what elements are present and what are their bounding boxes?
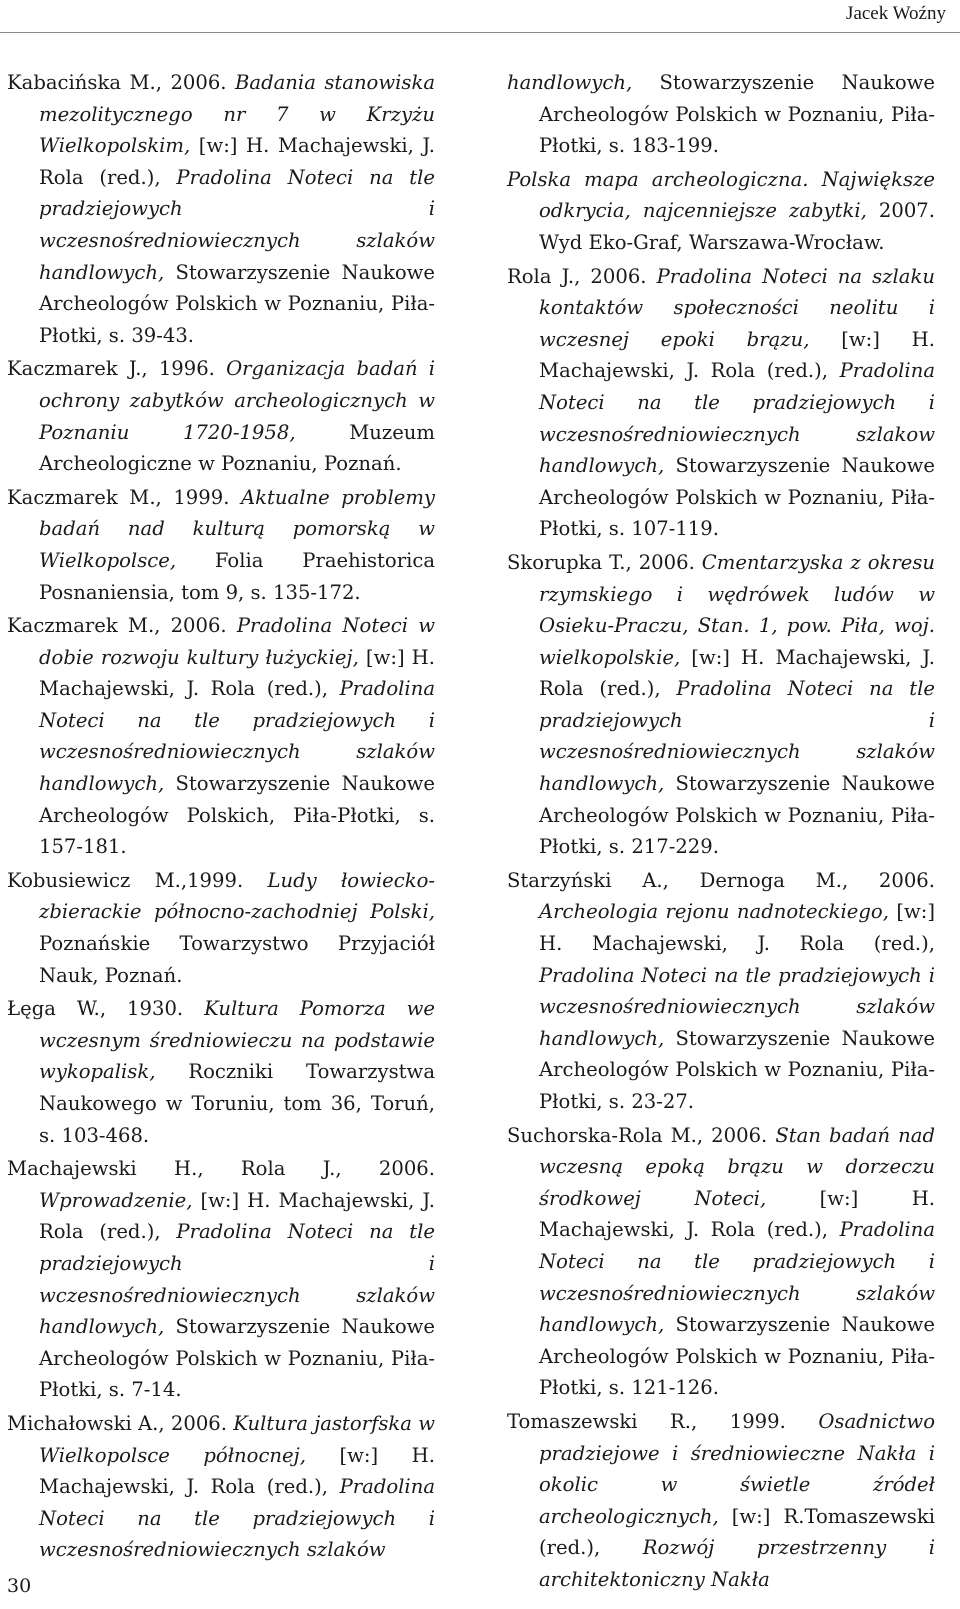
entry-author-year: Machajewski H., Rola J., 2006. — [7, 1157, 435, 1181]
header-rule — [0, 32, 960, 33]
entry-volume-title: Pradolina Noteci na tle pradziejowych i wczesnośredniowiecznych szlaków — [39, 1475, 435, 1562]
entry-title: Osadnictwo pradziejowe i średniowieczne Nakła i okolic w świetle źródeł archeologicznych, — [539, 1409, 935, 1528]
entry-title: Stan badań nad wczesną epoką brązu w dorzeczu środkowej Noteci, — [539, 1123, 936, 1210]
entry-author-year: Starzyński A., Dernoga M., 2006. — [507, 868, 935, 892]
bibliography-entry — [7, 1153, 435, 1406]
entry-author-year: Łęga W., 1930. — [7, 997, 205, 1021]
bibliography-entry — [507, 865, 935, 1118]
entry-publisher: Stowarzyszenie Naukowe Archeologów Polskich w Poznaniu, Piła-Płotki, s. 107-119. — [539, 454, 935, 541]
entry-publication: Stowarzyszenie Naukowe Archeologów Polskich w Poznaniu, Piła-Płotki, s. 183-199. — [539, 71, 935, 158]
entry-volume-title: Pradolina Noteci na tle pradziejowych i wczesnośredniowiecznych szlaków handlowych, — [39, 677, 435, 796]
entry-volume-title: Pradolina Noteci na tle pradziejowych i wczesnośredniowiecznych szlaków handlowych, — [539, 1218, 935, 1337]
bibliography-entry — [7, 610, 435, 863]
entry-author-year: Tomaszewski R., 1999. — [507, 1409, 819, 1433]
entry-author-year: Kaczmarek J., 1996. — [7, 357, 227, 381]
entry-volume-title: Rozwój przestrzenny i architektoniczny Nakła — [539, 1536, 935, 1591]
entry-publication: [w:] H. Machajewski, J. Rola (red.), — [539, 327, 935, 383]
entry-publication: Muzeum Archeologiczne w Poznaniu, Poznań. — [39, 420, 435, 476]
entry-publication: [w:] H. Machajewski, J. Rola (red.), — [539, 900, 935, 956]
entry-author-year: Kobusiewicz M.,1999. — [7, 868, 268, 892]
entry-publication: Poznańskie Towarzystwo Przyjaciół Nauk, Poznań. — [39, 932, 435, 987]
entry-publisher: Stowarzyszenie Naukowe Archeologów Polskich w Poznaniu, Piła-Płotki, s. 39-43. — [39, 260, 435, 347]
bibliography-entry — [7, 1408, 435, 1566]
page-number: 30 — [7, 1575, 32, 1597]
entry-publication: [w:] H. Machajewski, J. Rola (red.), — [539, 1186, 936, 1242]
entry-title: Pradolina Noteci w dobie rozwoju kultury łużyckiej, — [39, 614, 435, 669]
entry-author-year: Kabacińska M., 2006. — [7, 71, 235, 94]
entry-author-year: Rola J., 2006. — [507, 264, 657, 288]
entry-title: Badania stanowiska mezolitycznego nr 7 w Krzyżu Wielkopolskim, — [39, 71, 436, 158]
entry-title: Aktualne problemy badań nad kulturą pomorską w Wielkopolsce, — [39, 485, 435, 572]
entry-author-year: Skorupka T., 2006. — [507, 550, 702, 574]
entry-title: Kultura Pomorza we wczesnym średniowieczu na podstawie wykopalisk, — [39, 997, 436, 1084]
entry-publication: [w:] H. Machajewski, J. Rola (red.), — [39, 645, 436, 701]
entry-publisher: Stowarzyszenie Naukowe Archeologów Polskich w Poznaniu, Piła-Płotki, s. 217-229. — [539, 772, 935, 859]
bibliography-left-column — [7, 67, 435, 1568]
entry-title: Ludy łowiecko-zbierackie północno-zachodniej Polski, — [39, 868, 435, 924]
entry-publisher: Stowarzyszenie Naukowe Archeologów Polskich w Poznaniu, Piła-Płotki, s. 7-14. — [39, 1315, 435, 1402]
entry-publication: Roczniki Towarzystwa Naukowego w Toruniu, tom 36, Toruń, s. 103-468. — [39, 1060, 435, 1147]
entry-publication: [w:] H. Machajewski, J. Rola (red.), — [39, 134, 435, 189]
bibliography-entry — [507, 261, 935, 545]
bibliography-entry — [7, 993, 435, 1151]
bibliography-entry — [507, 1120, 935, 1404]
entry-author-year: Kaczmarek M., 2006. — [7, 614, 237, 638]
entry-publication: Folia Praehistorica Posnaniensia, tom 9, s. 135-172. — [39, 548, 435, 604]
bibliography-entry — [7, 67, 435, 351]
entry-publisher: Stowarzyszenie Naukowe Archeologów Polskich, Piła-Płotki, s. 157-181. — [39, 772, 435, 859]
bibliography-entry — [7, 353, 435, 479]
entry-publisher: Stowarzyszenie Naukowe Archeologów Polskich w Poznaniu, Piła-Płotki, s. 23-27. — [539, 1026, 935, 1113]
entry-title: Pradolina Noteci na szlaku kontaktów społeczności neolitu i wczesnej epoki brązu, — [539, 264, 935, 351]
entry-volume-title: Pradolina Noteci na tle pradziejowych i wczesnośredniowiecznych szlaków handlowych, — [39, 165, 435, 284]
bibliography-right-column — [507, 67, 935, 1598]
entry-title: Wprowadzenie, — [39, 1188, 193, 1212]
bibliography-entry — [7, 482, 435, 608]
entry-publication: [w:] H. Machajewski, J. Rola (red.), — [39, 1188, 435, 1244]
entry-title: Cmentarzyska z okresu rzymskiego i wędrówek ludów w Osieku-Praczu, Stan. 1, pow. Piła, woj. wielkopolskie, — [539, 550, 935, 669]
entry-publication: [w:] R.Tomaszewski (red.), — [539, 1504, 935, 1560]
entry-title: Archeologia rejonu nadnoteckiego, — [539, 900, 889, 924]
entry-volume-title: Pradolina Noteci na tle pradziejowych i wczesnośredniowiecznych szlaków handlowych, — [539, 677, 935, 796]
entry-title: handlowych, — [507, 71, 633, 94]
entry-author-year: Kaczmarek M., 1999. — [7, 485, 241, 509]
entry-author-year: Michałowski A., 2006. — [7, 1411, 234, 1435]
bibliography-entry — [507, 67, 935, 162]
entry-publication: [w:] H. Machajewski, J. Rola (red.), — [539, 645, 935, 701]
entry-title: Kultura jastorfska w Wielkopolsce północnej, — [39, 1411, 435, 1467]
entry-publication: 2007. Wyd Eko-Graf, Warszawa-Wrocław. — [539, 199, 935, 254]
entry-title: Organizacja badań i ochrony zabytków archeologicznych w Poznaniu 1720-1958, — [39, 357, 436, 444]
entry-volume-title: Pradolina Noteci na tle pradziejowych i wczesnośredniowiecznych szlaków handlowych, — [39, 1220, 435, 1339]
entry-volume-title: Pradolina Noteci na tle pradziejowych i wczesnośredniowiecznych szlakow handlowych, — [539, 359, 935, 478]
entry-author-year: Suchorska-Rola M., 2006. — [507, 1123, 776, 1147]
running-head-author: Jacek Woźny — [846, 3, 946, 24]
bibliography-entry — [507, 547, 935, 863]
bibliography-entry — [507, 1406, 935, 1596]
entry-publisher: Stowarzyszenie Naukowe Archeologów Polskich w Poznaniu, Piła-Płotki, s. 121-126. — [539, 1313, 935, 1400]
bibliography-entry — [7, 865, 435, 991]
entry-volume-title: Pradolina Noteci na tle pradziejowych i wczesnośredniowiecznych szlaków handlowych, — [539, 963, 935, 1050]
entry-title: Polska mapa archeologiczna. Największe odkrycia, najcenniejsze zabytki, — [507, 167, 935, 223]
bibliography-entry — [507, 164, 935, 259]
entry-publication: [w:] H. Machajewski, J. Rola (red.), — [39, 1443, 435, 1499]
